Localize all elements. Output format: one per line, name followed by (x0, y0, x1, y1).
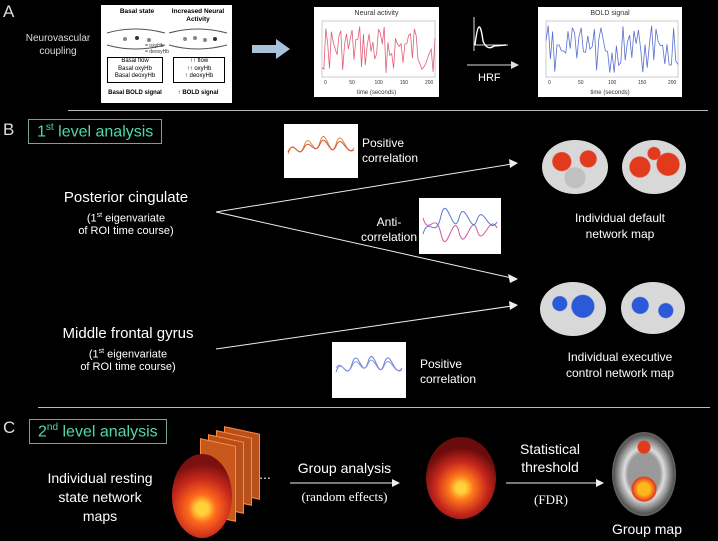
bold-signal-xlabel: time (seconds) (590, 90, 630, 96)
x-tick-label: 200 (425, 80, 434, 86)
individual-maps-label: Individual resting state network maps (47, 470, 153, 524)
bold-signal-title: BOLD signal (590, 10, 630, 17)
x-tick-label: 0 (324, 80, 327, 86)
middle-frontal-gyrus-label: Middle frontal gyrus (1st eigenvariate of ROI time course) (62, 325, 194, 373)
second-level-heading: 2nd level analysis (29, 419, 167, 444)
basal-values-box: Basal flow Basal oxyHb Basal deoxyHb (107, 57, 163, 83)
first-level-heading: 1st level analysis (28, 119, 162, 144)
stacked-individual-maps (172, 430, 267, 540)
executive-network-brain-lateral (540, 282, 606, 336)
default-network-brain-lateral (542, 140, 608, 194)
neural-activity-title: Neural activity (354, 10, 399, 17)
fdr-label: (FDR) (534, 492, 568, 507)
neurovascular-coupling-label: Neurovascular coupling (25, 33, 91, 57)
group-map-image (612, 432, 676, 516)
hrf-label: HRF (478, 72, 501, 84)
group-analysis-label: Group analysis (297, 460, 392, 476)
group-analysis-map (426, 437, 496, 519)
x-tick-label: 150 (399, 80, 409, 86)
x-tick-label: 100 (608, 80, 617, 86)
basal-state-title: Basal state (119, 8, 155, 15)
panel-label-c: C (3, 418, 16, 437)
active-values-box: ↑↑ flow ↑↑ oxyHb ↑ deoxyHb (173, 57, 225, 83)
panel-label-b: B (3, 120, 15, 139)
positive-correlation-label-1: Positive correlation (362, 136, 419, 165)
x-tick-label: 0 (548, 80, 551, 86)
panel-label-a: A (3, 2, 15, 21)
basal-bold-label: Basal BOLD signal (108, 90, 162, 96)
oxy-legend: = oxyHb = deoxyHb (145, 43, 170, 55)
x-tick-label: 50 (349, 80, 355, 86)
maps-ellipsis: ... (259, 466, 271, 482)
group-analysis-arrow-icon (290, 478, 400, 488)
default-network-map-label: Individual default network map (574, 211, 666, 241)
posterior-cingulate-label: Posterior cingulate (1st eigenvariate of ROI time course) (63, 189, 189, 237)
active-state-title: Increased Neural Activity (171, 8, 225, 23)
anti-correlation-label: Anti- correlation (360, 215, 418, 244)
threshold-arrow-icon (506, 478, 604, 488)
x-tick-label: 150 (638, 80, 647, 86)
executive-network-map-label: Individual executive control network map (565, 350, 675, 380)
default-network-brain-medial (622, 140, 686, 194)
group-map-label: Group map (611, 521, 683, 537)
executive-network-brain-medial (621, 282, 685, 334)
statistical-threshold-label: Statistical threshold (520, 441, 580, 475)
divider-b-c (38, 407, 710, 408)
neural-activity-xlabel: time (seconds) (356, 90, 397, 96)
active-bold-label: ↑ BOLD signal (177, 90, 219, 96)
random-effects-label: (random effects) (301, 489, 388, 504)
x-tick-label: 200 (668, 80, 677, 86)
positive-correlation-label-2: Positive correlation (420, 357, 477, 386)
x-tick-label: 50 (578, 80, 584, 86)
x-tick-label: 100 (374, 80, 383, 86)
